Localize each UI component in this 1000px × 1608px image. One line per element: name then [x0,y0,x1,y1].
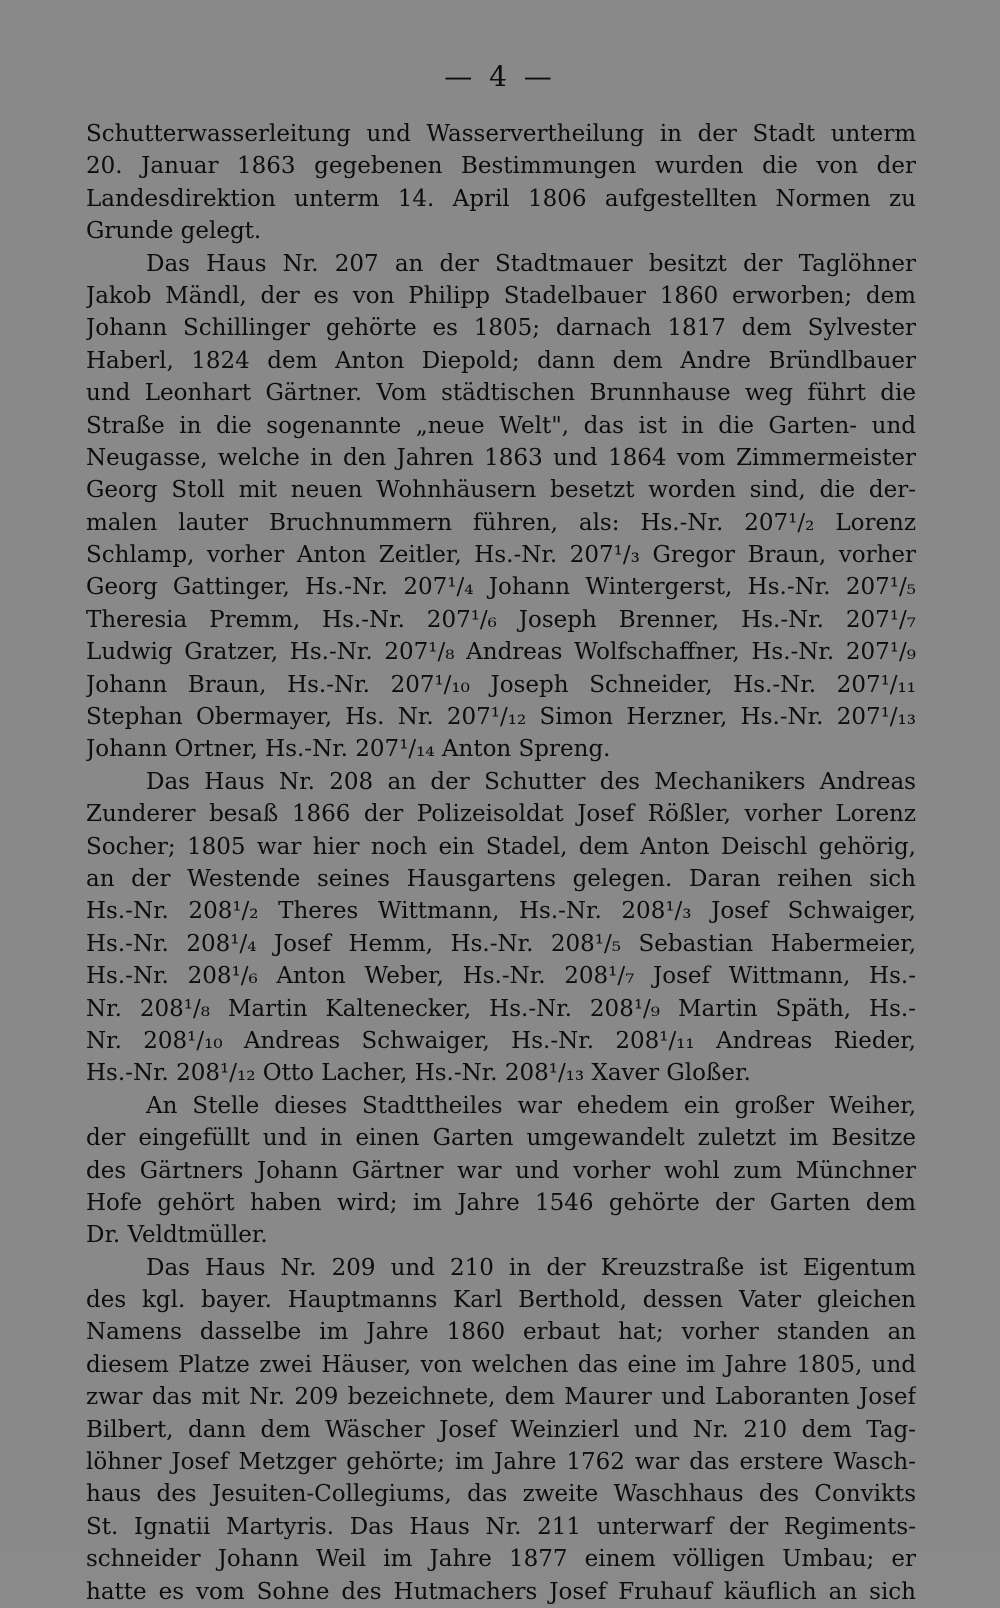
text-line: malen lauter Bruchnummern führen, als: Hs.-Nr. 207¹/₂ Lorenz [86,509,916,536]
text-line: Johann Braun, Hs.-Nr. 207¹/₁₀ Joseph Schneider, Hs.-Nr. 207¹/₁₁ [86,671,916,698]
text-line: Georg Gattinger, Hs.-Nr. 207¹/₄ Johann Wintergerst, Hs.-Nr. 207¹/₅ [86,574,916,601]
text-line: Hs.-Nr. 208¹/₁₂ Otto Lacher, Hs.-Nr. 208¹/₁₃ Xaver Gloßer. [86,1060,751,1087]
text-line: Neugasse, welche in den Jahren 1863 und 1864 vom Zimmermeister [86,444,916,471]
text-line: Bilbert, dann dem Wäscher Josef Weinzierl und Nr. 210 dem Tag- [86,1416,916,1443]
text-line: Das Haus Nr. 209 und 210 in der Kreuzstraße ist Eigentum [146,1254,916,1281]
text-line: Straße in die sogenannte „neue Welt", das ist in die Garten- und [86,412,916,439]
text-line: An Stelle dieses Stadttheiles war ehedem ein großer Weiher, [146,1092,916,1119]
text-line: Namens dasselbe im Jahre 1860 erbaut hat; vorher standen an [86,1319,916,1346]
text-line: Landesdirektion unterm 14. April 1806 aufgestellten Normen zu [86,185,916,212]
text-line: Grunde gelegt. [86,218,262,245]
text-line: Nr. 208¹/₈ Martin Kaltenecker, Hs.-Nr. 208¹/₉ Martin Späth, Hs.- [86,995,916,1022]
text-line: an der Westende seines Hausgartens gelegen. Daran reihen sich [86,865,916,892]
body-text [86,118,916,1608]
text-line: und Leonhart Gärtner. Vom städtischen Brunnhause weg führt die [86,380,916,407]
text-line: Das Haus Nr. 208 an der Schutter des Mechanikers Andreas [146,768,916,795]
text-line: diesem Platze zwei Häuser, von welchen das eine im Jahre 1805, und [86,1351,916,1378]
text-line: löhner Josef Metzger gehörte; im Jahre 1762 war das erstere Wasch- [86,1449,916,1476]
text-line: Socher; 1805 war hier noch ein Stadel, dem Anton Deischl gehörig, [86,833,916,860]
text-line: Das Haus Nr. 207 an der Stadtmauer besitzt der Taglöhner [146,250,916,277]
text-line: 20. Januar 1863 gegebenen Bestimmungen wurden die von der [86,153,916,180]
text-line: Hs.-Nr. 208¹/₆ Anton Weber, Hs.-Nr. 208¹/₇ Josef Wittmann, Hs.- [86,963,916,990]
text-line: schneider Johann Weil im Jahre 1877 einem völligen Umbau; er [86,1546,916,1573]
text-line: der eingefüllt und in einen Garten umgewandelt zuletzt im Besitze [86,1125,916,1152]
text-line: des kgl. bayer. Hauptmanns Karl Berthold, dessen Vater gleichen [86,1287,916,1314]
page-number: — 4 — [444,60,556,93]
text-line: Zunderer besaß 1866 der Polizeisoldat Josef Rößler, vorher Lorenz [86,801,916,828]
text-line: Hs.-Nr. 208¹/₂ Theres Wittmann, Hs.-Nr. 208¹/₃ Josef Schwaiger, [86,898,916,925]
text-line: Johann Schillinger gehörte es 1805; darnach 1817 dem Sylvester [86,315,916,342]
text-line: Nr. 208¹/₁₀ Andreas Schwaiger, Hs.-Nr. 208¹/₁₁ Andreas Rieder, [86,1027,916,1054]
text-line: Hofe gehört haben wird; im Jahre 1546 gehörte der Garten dem [86,1189,916,1216]
text-line: Hs.-Nr. 208¹/₄ Josef Hemm, Hs.-Nr. 208¹/₅ Sebastian Habermeier, [86,930,916,957]
text-line: hatte es vom Sohne des Hutmachers Josef Fruhauf käuflich an sich [86,1578,916,1605]
text-line: Ludwig Gratzer, Hs.-Nr. 207¹/₈ Andreas Wolfschaffner, Hs.-Nr. 207¹/₉ [86,639,916,666]
text-line: St. Ignatii Martyris. Das Haus Nr. 211 unterwarf der Regiments- [86,1513,916,1540]
text-line: Schutterwasserleitung und Wasservertheilung in der Stadt unterm [86,121,916,147]
text-line: Georg Stoll mit neuen Wohnhäusern besetzt worden sind, die der- [86,477,916,504]
text-line: Jakob Mändl, der es von Philipp Stadelbauer 1860 erworben; dem [86,282,916,309]
text-line: Haberl, 1824 dem Anton Diepold; dann dem Andre Bründlbauer [86,347,916,374]
text-line: Johann Ortner, Hs.-Nr. 207¹/₁₄ Anton Spreng. [86,736,611,763]
text-line: zwar das mit Nr. 209 bezeichnete, dem Maurer und Laboranten Josef [86,1384,916,1411]
text-line: des Gärtners Johann Gärtner war und vorher wohl zum Münchner [86,1157,916,1184]
text-line: Stephan Obermayer, Hs. Nr. 207¹/₁₂ Simon Herzner, Hs.-Nr. 207¹/₁₃ [86,704,916,731]
text-line: Dr. Veldtmüller. [86,1222,268,1249]
text-line: Theresia Premm, Hs.-Nr. 207¹/₆ Joseph Brenner, Hs.-Nr. 207¹/₇ [86,606,916,633]
text-line: haus des Jesuiten-Collegiums, das zweite Waschhaus des Convikts [86,1481,916,1508]
text-line: Schlamp, vorher Anton Zeitler, Hs.-Nr. 207¹/₃ Gregor Braun, vorher [86,542,916,569]
